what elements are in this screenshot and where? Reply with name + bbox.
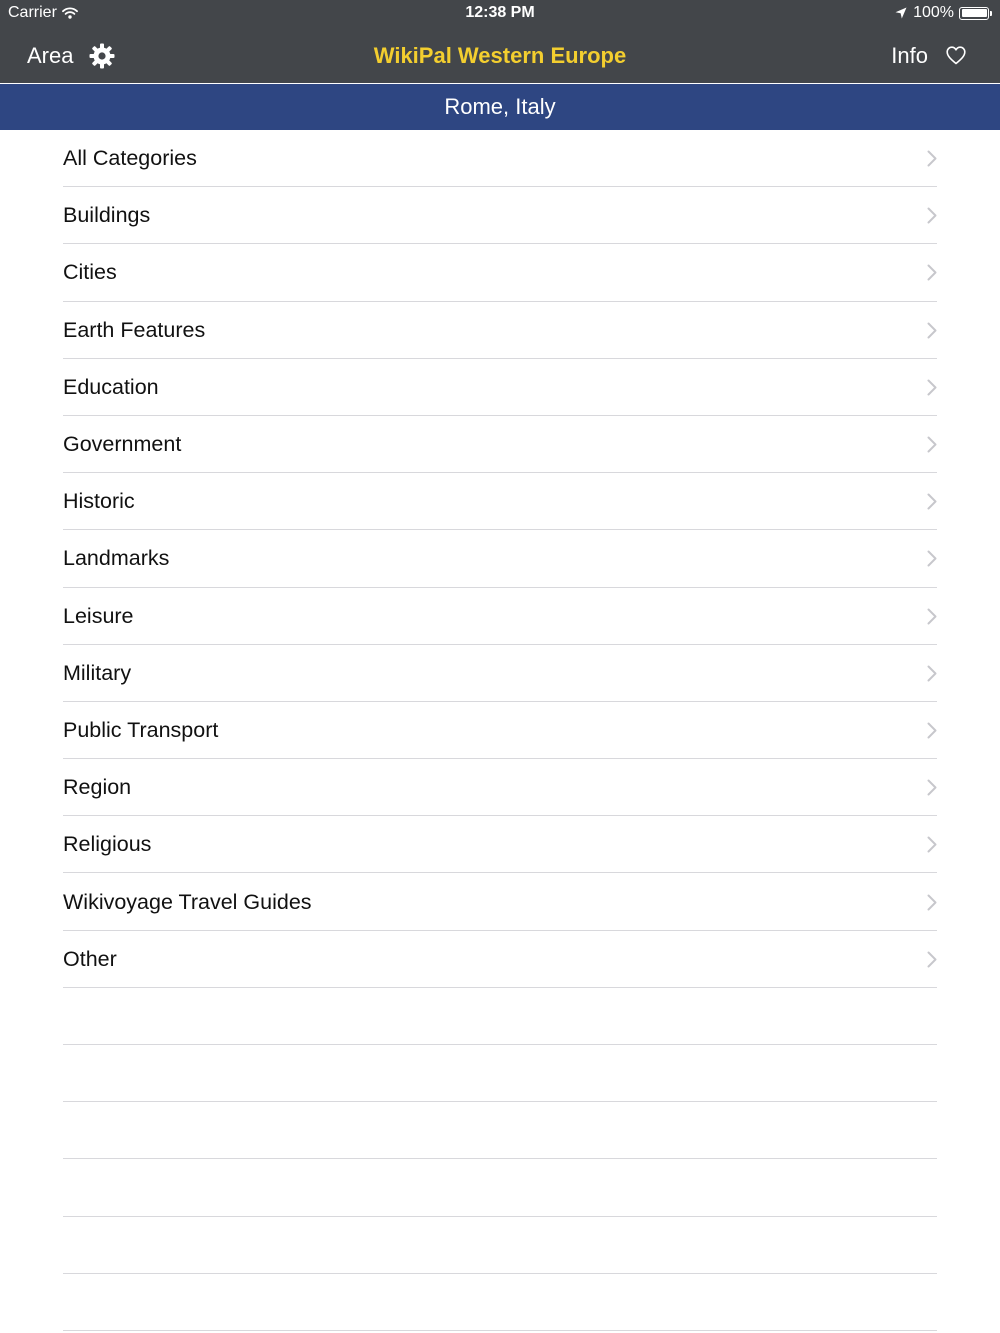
list-item-label: Landmarks [63,546,170,571]
nav-left-group [27,28,115,83]
list-item-label: Cities [63,260,117,285]
empty-row [0,988,1000,1045]
battery-tip [990,11,992,16]
chevron-right-icon [927,931,937,988]
chevron-right-icon [927,302,937,359]
list-item-label: Wikivoyage Travel Guides [63,889,312,914]
battery-fill [962,9,987,17]
empty-row [0,1045,1000,1102]
status-bar [0,0,1000,28]
carrier-label: Carrier [8,4,57,21]
chevron-right-icon [927,588,937,645]
empty-row [0,1159,1000,1216]
chevron-right-icon [927,816,937,873]
list-item-label: Leisure [63,603,134,628]
chevron-right-icon [927,244,937,301]
category-list [0,130,1000,1331]
status-right [895,4,992,22]
chevron-right-icon [927,645,937,702]
list-item[interactable] [0,873,1000,930]
list-item[interactable] [0,759,1000,816]
list-item[interactable] [0,530,1000,587]
list-item-label: Government [63,432,182,457]
list-item-label: Buildings [63,203,151,228]
list-item[interactable] [0,416,1000,473]
list-item[interactable] [0,931,1000,988]
chevron-right-icon [927,473,937,530]
chevron-right-icon [927,359,937,416]
chevron-right-icon [927,873,937,930]
list-item-label: Public Transport [63,717,219,742]
battery-percent: 100% [913,4,954,21]
list-item[interactable] [0,473,1000,530]
chevron-right-icon [927,416,937,473]
chevron-right-icon [927,759,937,816]
list-item[interactable] [0,588,1000,645]
chevron-right-icon [927,702,937,759]
chevron-right-icon [927,187,937,244]
list-item[interactable] [0,702,1000,759]
list-item-label: Religious [63,832,152,857]
list-item-label: Earth Features [63,317,206,342]
list-item[interactable] [0,244,1000,301]
nav-right-group [891,28,966,83]
gear-icon[interactable] [89,43,115,69]
heart-icon[interactable] [946,46,966,65]
location-arrow-icon [895,7,907,19]
list-item-label: Historic [63,489,135,514]
location-bar[interactable] [0,84,1000,130]
empty-row [0,1102,1000,1159]
list-item[interactable] [0,187,1000,244]
list-item-label: All Categories [63,146,197,171]
area-button[interactable]: Area [27,42,74,68]
app-title: WikiPal Western Europe [373,42,627,68]
empty-row [0,1217,1000,1274]
status-time: 12:38 PM [465,4,535,21]
list-item[interactable] [0,645,1000,702]
list-item-label: Education [63,374,159,399]
list-item-label: Military [63,660,132,685]
list-item[interactable] [0,816,1000,873]
list-item[interactable] [0,130,1000,187]
navigation-bar [0,28,1000,83]
location-label: Rome, Italy [444,94,556,119]
empty-row [0,1274,1000,1331]
list-item-label: Other [63,946,117,971]
info-button[interactable]: Info [891,42,928,68]
list-item-label: Region [63,775,132,800]
battery-icon [959,7,989,20]
list-item[interactable] [0,359,1000,416]
chevron-right-icon [927,130,937,187]
chevron-right-icon [927,530,937,587]
list-item[interactable] [0,302,1000,359]
